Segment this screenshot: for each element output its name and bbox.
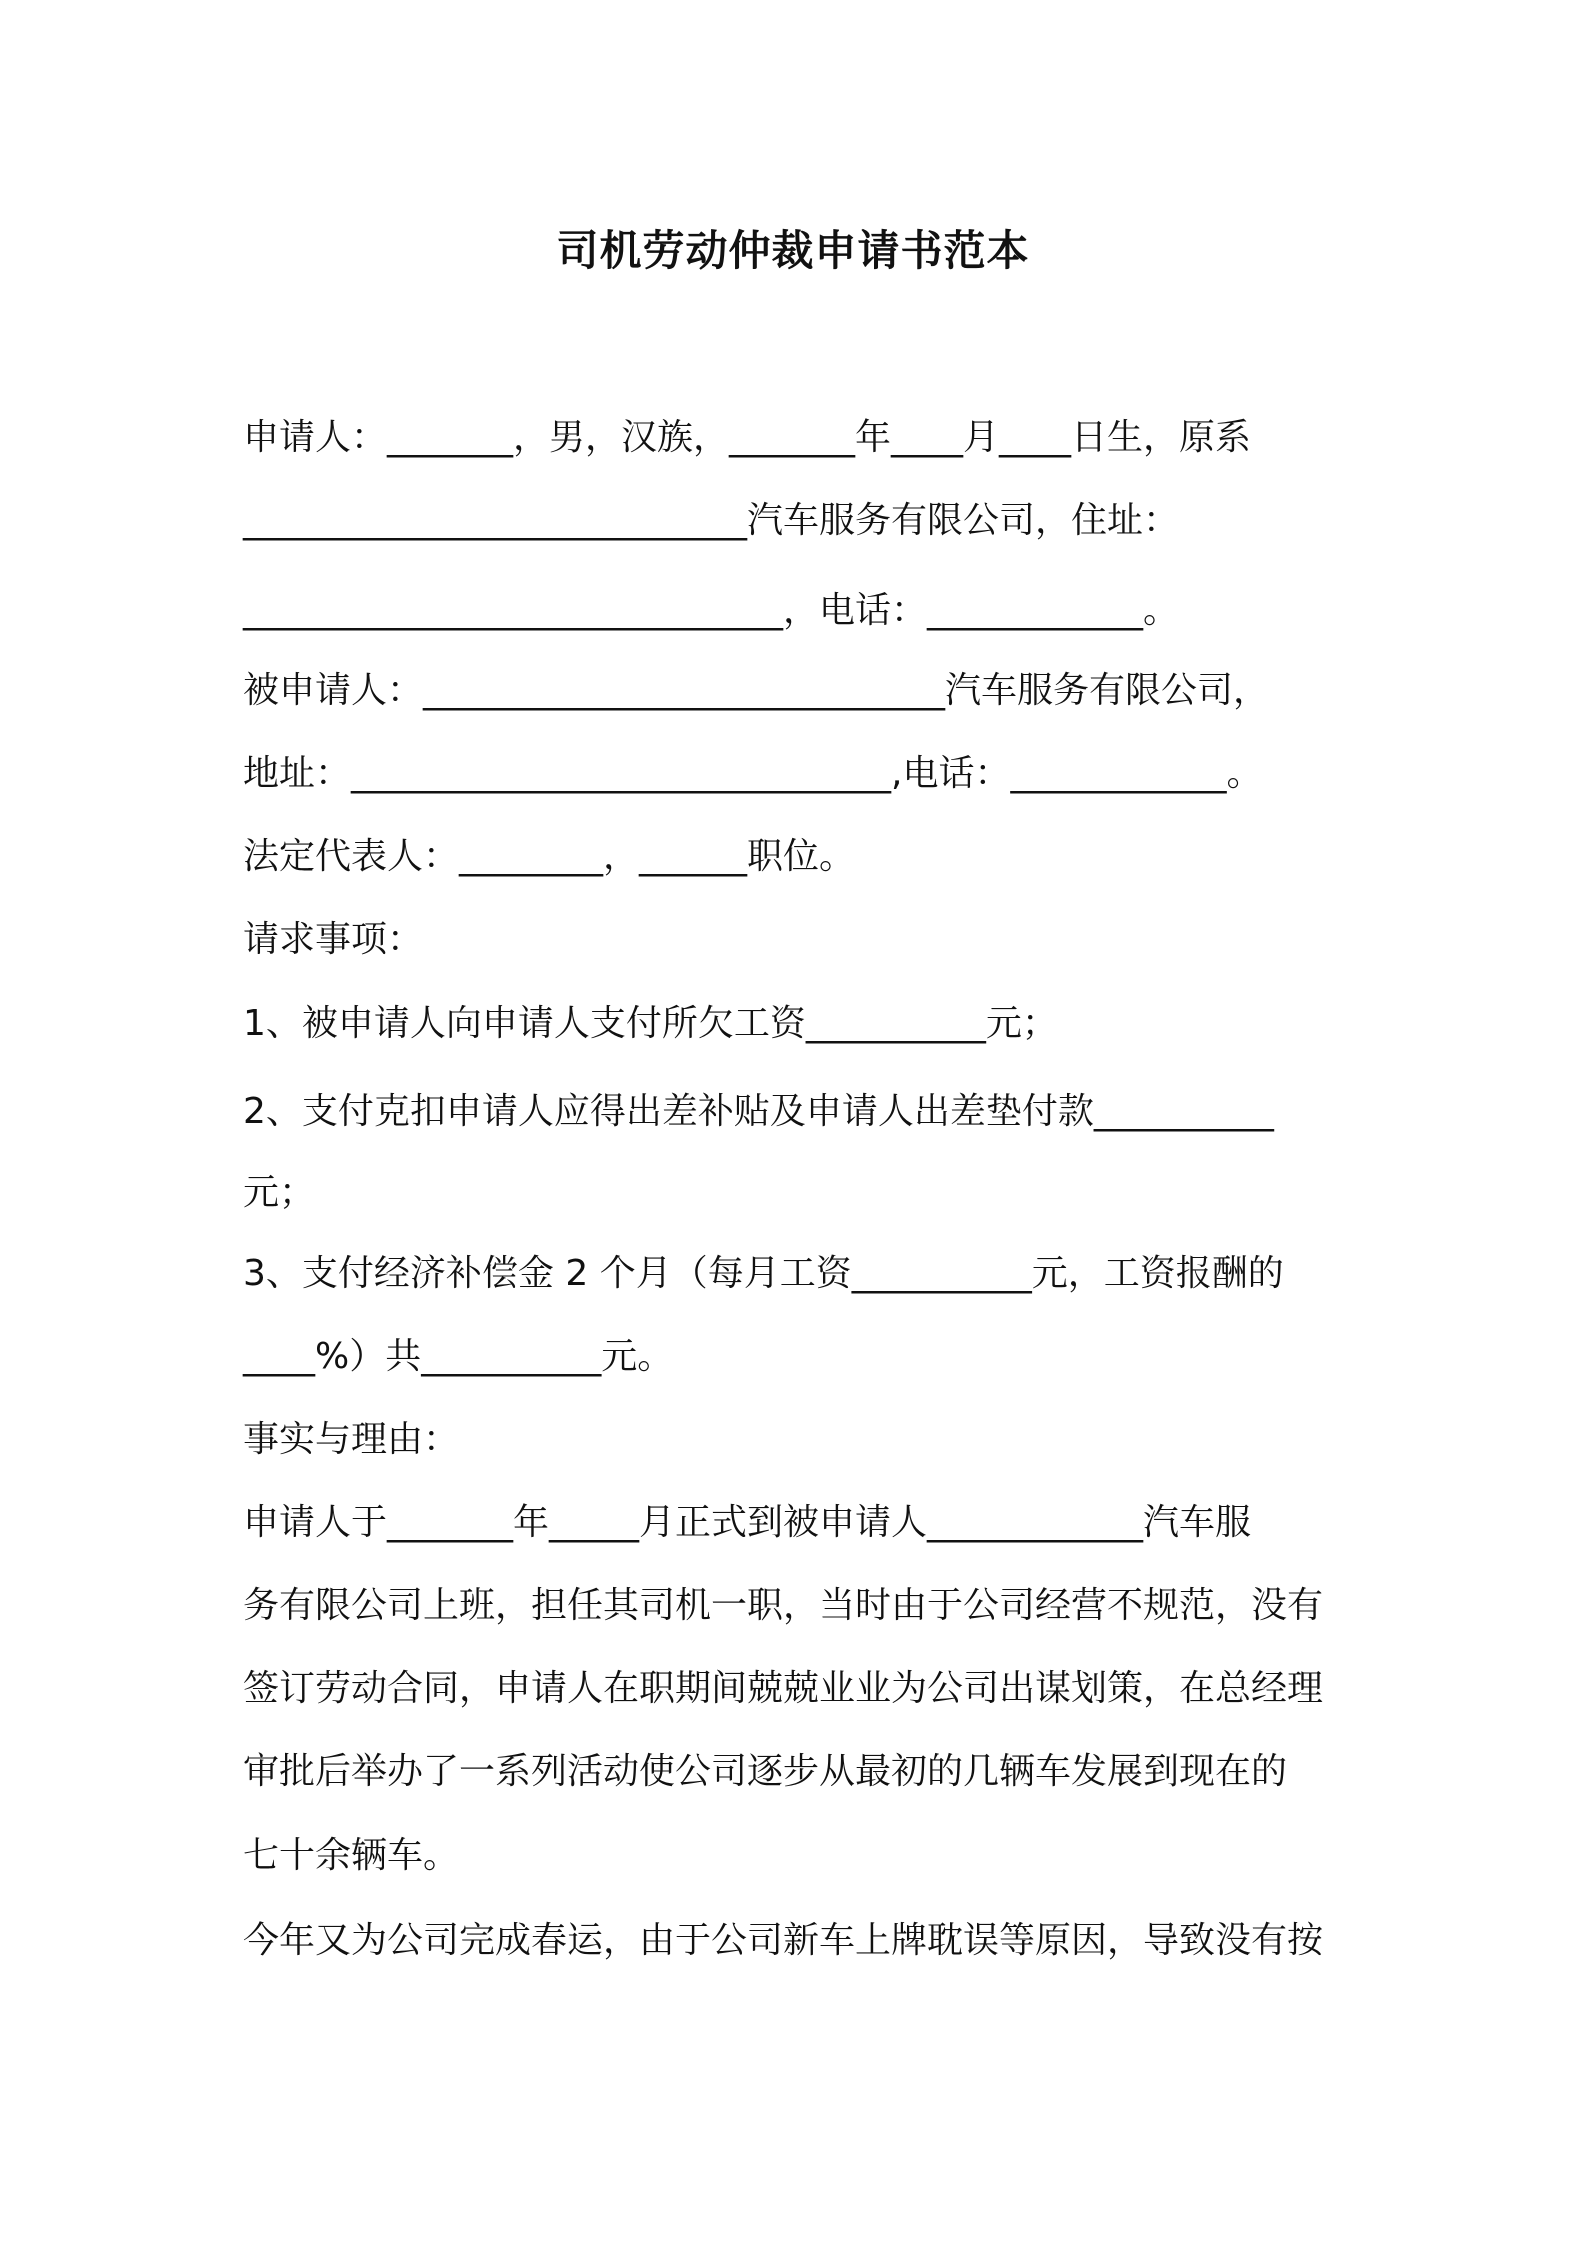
claim-item-1: 1、被申请人向申请人支付所欠工资__________元； — [243, 1003, 1058, 1044]
facts-paragraph-line-1: 申请人于_______年_____月正式到被申请人____________汽车服 — [243, 1502, 1252, 1543]
claim-item-3-line-1: 3、支付经济补偿金 2 个月（每月工资__________元，工资报酬的 — [243, 1253, 1284, 1294]
facts-paragraph-2-line-1: 今年又为公司完成春运，由于公司新车上牌耽误等原因，导致没有按 — [243, 1920, 1324, 1961]
facts-paragraph-line-3: 签订劳动合同，申请人在职期间兢兢业业为公司出谋划策，在总经理 — [243, 1668, 1324, 1709]
facts-heading: 事实与理由： — [243, 1419, 460, 1460]
claim-item-3-line-2: ____%）共__________元。 — [243, 1336, 674, 1377]
facts-paragraph-line-4: 审批后举办了一系列活动使公司逐步从最初的几辆车发展到现在的 — [243, 1751, 1288, 1792]
facts-paragraph-line-2: 务有限公司上班，担任其司机一职，当时由于公司经营不规范，没有 — [243, 1585, 1324, 1626]
respondent-address-line: 地址：______________________________,电话：____________。 — [243, 753, 1263, 794]
applicant-line-2: ____________________________汽车服务有限公司，住址： — [243, 500, 1180, 541]
claims-heading: 请求事项： — [243, 919, 424, 960]
legal-representative-line: 法定代表人：________，______职位。 — [243, 836, 856, 877]
respondent-line-1: 被申请人：_____________________________汽车服务有限公司， — [243, 670, 1270, 711]
applicant-line-1: 申请人：_______，男，汉族，_______年____月____日生，原系 — [243, 417, 1252, 458]
facts-paragraph-line-5: 七十余辆车。 — [243, 1835, 460, 1876]
claim-item-2-line-1: 2、支付克扣申请人应得出差补贴及申请人出差垫付款__________ — [243, 1091, 1274, 1132]
applicant-line-3: ______________________________，电话：____________。 — [243, 590, 1180, 631]
document-title: 司机劳动仲裁申请书范本 — [556, 226, 1030, 275]
claim-item-2-line-2: 元； — [243, 1172, 316, 1213]
